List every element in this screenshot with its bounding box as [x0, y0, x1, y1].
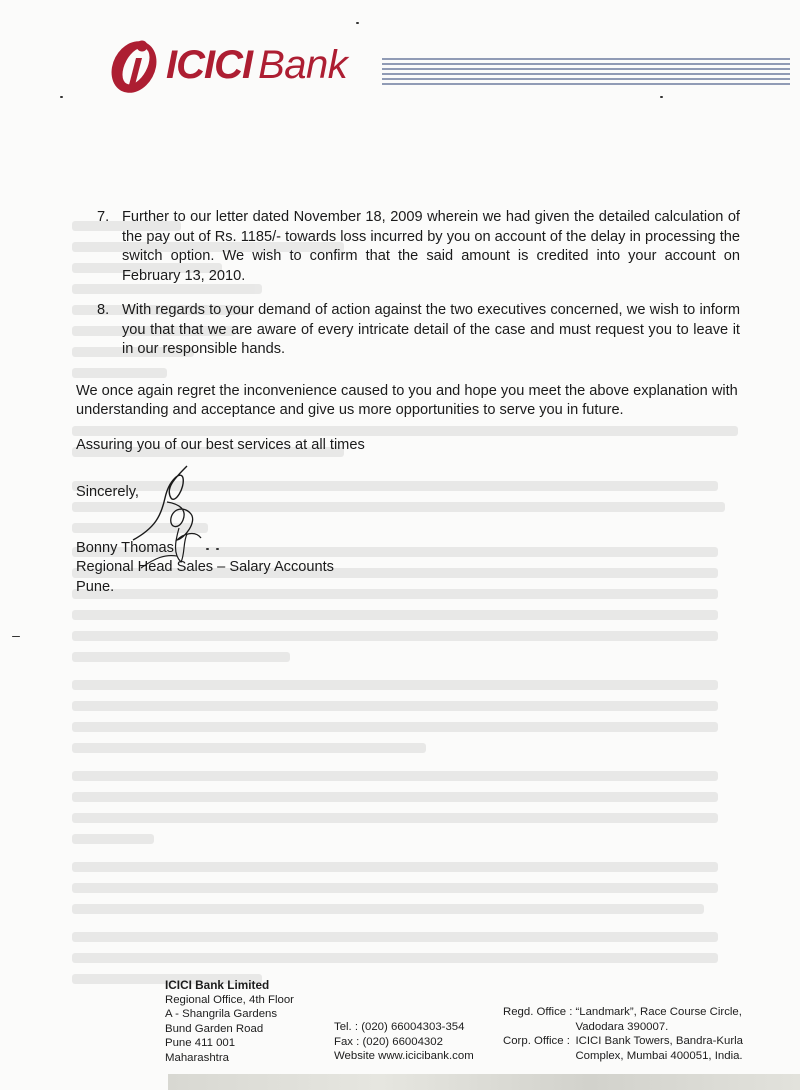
- footer-address-line: Regional Office, 4th Floor: [165, 993, 294, 1006]
- signatory-title: Regional Head Sales – Salary Accounts: [76, 559, 334, 575]
- scan-speck: [12, 636, 20, 637]
- scan-speck: [660, 96, 663, 98]
- handwritten-signature: [125, 458, 225, 573]
- salutation: Sincerely,: [76, 484, 139, 500]
- signatory-city: Pune.: [76, 578, 115, 595]
- point-text: Further to our letter dated November 18, 2009 wherein we had given the detailed calculation of the pay out of Rs. 1185/- towards loss incurred by you on account of the delay in processing the switch option. We wish to confirm that the said amount is credited into your account on February 13, 2010.: [122, 209, 740, 284]
- scan-speck: [60, 96, 63, 98]
- corp-office-label: Corp. Office :: [503, 1035, 570, 1047]
- brand-name-light: Bank: [258, 42, 348, 87]
- footer-regional-office: [165, 978, 294, 1065]
- footer-fax: Fax : (020) 66004302: [334, 1035, 443, 1048]
- brand-name-bold: ICICI: [166, 42, 253, 87]
- point-number: 8.: [97, 302, 110, 318]
- numbered-point: [76, 301, 740, 360]
- footer-address-line: Pune 411 001: [165, 1037, 236, 1049]
- numbered-point: [76, 208, 740, 286]
- footer-bank-name: ICICI Bank Limited: [165, 978, 270, 992]
- footer-tel: Tel. : (020) 66004303-354: [334, 1021, 465, 1033]
- scan-speck: [216, 548, 219, 550]
- footer-address-line: Maharashtra: [165, 1051, 229, 1064]
- signatory-name: Bonny Thomas: [76, 539, 174, 556]
- footer-website: Website www.icicibank.com: [334, 1050, 474, 1062]
- point-number: 7.: [97, 209, 110, 225]
- footer-offices: [503, 1005, 743, 1063]
- icici-bank-logo: [108, 30, 347, 100]
- footer-contact: [334, 1020, 474, 1064]
- scan-speck: [356, 22, 359, 24]
- regret-paragraph: We once again regret the inconvenience caused to you and hope you meet the above explanation with understanding and acceptance and give us more opportunities to serve you in future.: [76, 382, 738, 418]
- regd-office-line: Vadodara 390007.: [575, 1020, 669, 1033]
- scan-speck: [206, 548, 209, 550]
- icici-i-emblem-icon: [108, 33, 160, 97]
- footer-address-line: A - Shangrila Gardens: [165, 1008, 278, 1020]
- closing-line: Assuring you of our best services at all times: [76, 436, 365, 453]
- corp-office-line: ICICI Bank Towers, Bandra-Kurla: [575, 1035, 743, 1047]
- point-text: With regards to your demand of action against the two executives concerned, we wish to inform you that that we are aware of every intricate detail of the case and must request you to leave it in our responsible hands.: [122, 302, 740, 357]
- footer-address-line: Bund Garden Road: [165, 1022, 264, 1035]
- regd-office-line: “Landmark”, Race Course Circle,: [575, 1006, 742, 1018]
- corp-office-line: Complex, Mumbai 400051, India.: [575, 1049, 743, 1062]
- regd-office-label: Regd. Office :: [503, 1006, 573, 1018]
- letterhead-rule-lines: [382, 58, 790, 92]
- scan-bottom-strip: [168, 1074, 800, 1090]
